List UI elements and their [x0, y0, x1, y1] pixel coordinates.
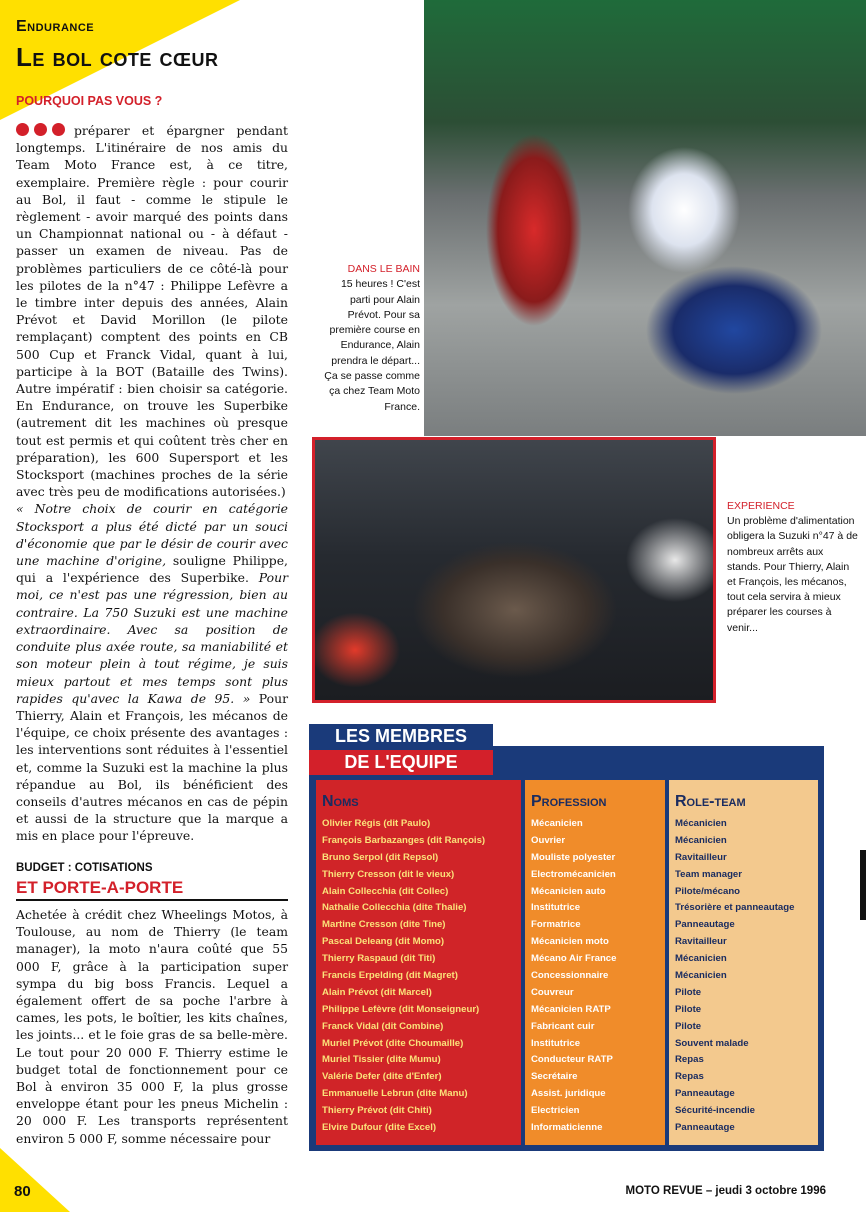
table-cell: Mécanicien moto: [531, 936, 609, 948]
table-cell: Philippe Lefèvre (dit Monseigneur): [322, 1003, 480, 1015]
caption-experience: [727, 499, 859, 636]
table-cell: Francis Erpelding (dit Magret): [322, 970, 458, 982]
table-cell: Mécanicien: [675, 834, 727, 846]
table-cell: Formatrice: [531, 919, 581, 931]
photo-mechanics: [312, 437, 716, 703]
table-cell: Olivier Régis (dit Paulo): [322, 818, 431, 829]
table-cell: Alain Collecchia (dit Collec): [322, 885, 449, 897]
paragraph-3: Achetée à crédit chez Wheelings Motos, à Toulouse, au nom de Thierry (le team manager), la moto n'aura coûté que 55 000 F, grâce à la participation super sympa du big boss Francis. Lequel a également offert de sa poche l'arbre à cames, les pots, le boîtier, les kits chaînes, les joints... et le foie gras de sa belle-mère. Le tout pour 20 000 F. Thierry estime le budget total de fonctionnement pour ce Bol à environ 35 000 F, la plus grosse enveloppe étant pour les pneus Michelin : 20 000 F. Les transports représentent environ 5 000 F, somme nécessaire pour: [16, 907, 288, 1146]
table-cell: Team manager: [675, 868, 743, 880]
table-cell: Conducteur RATP: [531, 1054, 613, 1066]
team-table-title-line2: DE L'EQUIPE: [309, 750, 493, 775]
table-cell: Panneautage: [675, 919, 735, 931]
red-dots-icon: [16, 122, 70, 139]
table-cell: Sécurité-incendie: [675, 1105, 755, 1117]
article-subhead: POURQUOI PAS VOUS ?: [16, 94, 163, 108]
article-title: Le bol cote cœur: [16, 42, 219, 72]
caption-1-text: 15 heures ! C'est parti pour Alain Prévot. Pour sa première course en Endurance, Alain prendra le départ... Ça se passe comme ça chez Team Moto France.: [324, 278, 420, 413]
right-edge-bar: [860, 850, 866, 920]
table-cell: Pilote: [675, 986, 702, 998]
quote-1: « Notre choix de courir en catégorie Stocksport a plus été dicté par un souci d'économie que par le désir de courir avec une machine d'origine,: [16, 501, 288, 569]
budget-rule: [16, 899, 288, 901]
table-cell: Pilote/mécano: [675, 885, 741, 897]
table-cell: Muriel Prévot (dite Choumaille): [322, 1037, 464, 1049]
table-cell: Repas: [675, 1071, 704, 1083]
table-cell: Nathalie Collecchia (dite Thalie): [322, 902, 467, 914]
table-cell: Bruno Serpol (dit Repsol): [322, 851, 439, 863]
table-cell: Concessionnaire: [531, 970, 609, 982]
table-cell: Elvire Dufour (dite Excel): [322, 1122, 437, 1134]
article-body-part1: [16, 122, 288, 845]
paragraph-2: Pour Thierry, Alain et François, les mécanos de l'équipe, ce choix présente des avantages : les interventions sont réduites à l'essentiel et, comme la Suzuki est la machine la plus répandue au Bol, ils bénéficient des conseils d'autres mécanos en cas de pépin et aussi de la structure que la marque a mis en place pour l'épreuve.: [16, 690, 288, 844]
table-cell: Franck Vidal (dit Combine): [322, 1020, 444, 1032]
table-cell: Alain Prévot (dit Marcel): [322, 986, 432, 998]
section-kicker: Endurance: [16, 18, 95, 35]
table-cell: Pascal Deleang (dit Momo): [322, 936, 445, 948]
table-cell: Mécanicien: [675, 953, 727, 965]
table-cell: Panneautage: [675, 1122, 735, 1134]
caption-dans-le-bain: [318, 262, 420, 415]
table-cell: Electromécanicien: [531, 868, 616, 880]
budget-title: ET PORTE-A-PORTE: [16, 878, 184, 897]
table-cell: Emmanuelle Lebrun (dite Manu): [322, 1088, 468, 1100]
table-cell: Pilote: [675, 1003, 702, 1015]
team-column-noms: [316, 780, 521, 1145]
table-cell: Electricien: [531, 1105, 580, 1117]
table-cell: Mécanicien: [675, 970, 727, 982]
page-number-triangle: [0, 1148, 70, 1212]
table-cell: Martine Cresson (dite Tine): [322, 919, 446, 931]
paragraph-1: préparer et épargner pendant longtemps. L'itinéraire de nos amis du Team Moto France est, à ce titre, exemplaire. Première règle : pour courir au Bol, il faut - comme le stipule le règlement - avoir marqué des points dans un Championnat national ou - à défaut - passer un examen de niveau. Pas de problèmes particuliers de ce côté-là pour les pilotes de la n°47 : Philippe Lefèvre a le timbre inter depuis des années, Alain Prévot et David Morillon (le pilote remplaçant) comptent des points en CB 500 Cup et Franck Vidal, quant à lui, participe à la BOT (Bataille des Twins). Autre impératif : bien choisir sa catégorie. En Endurance, on trouve les Superbike (autrement dit les machines où presque tout est permis et qui coûtent très cher en préparation), les 600 Supersport et les Stocksport (machines proches de la série avec très peu de modifications autorisées.) « Notre choix de courir en catégorie Stocksport a plus été dicté par un souci d'économie que par le désir de courir avec une machine d'origine, souligne Philippe, qui a l'expérience des Superbike. Pour moi, ce n'est pas une régression, bien au contraire. La 750 Suzuki est une machine extraordinaire. Avec sa position de conduite plus axée route, sa maniabilité et son moteur plein à tout régime, je suis mieux partout et mes temps sont plus rapides qu'avec la Kawa de 95. » Pour Thierry, Alain et François, les mécanos de l'équipe, ce choix présente des avantages : les interventions sont réduites à l'essentiel et, comme la Suzuki est la machine la plus répandue au Bol, ils bénéficient des conseils d'autres mécanos en cas de pépin et aussi de la structure que la marque a mis en place pour l'épreuve.: [16, 123, 288, 844]
table-cell: Muriel Tissier (dite Mumu): [322, 1054, 441, 1066]
table-cell: Pilote: [675, 1020, 702, 1032]
photo-race-start: [424, 0, 866, 436]
table-cell: Mécanicien RATP: [531, 1003, 611, 1015]
table-cell: Ouvrier: [531, 834, 566, 846]
table-cell: Institutrice: [531, 1037, 581, 1049]
table-cell: Fabricant cuir: [531, 1020, 595, 1032]
article-body-part2: [16, 906, 288, 1147]
table-cell: Mécano Air France: [531, 953, 617, 965]
table-cell: Thierry Raspaud (dit Titi): [322, 953, 436, 965]
table-cell: Panneautage: [675, 1088, 735, 1100]
quote-attribution: souligne Philippe, qui a l'expérience des Superbike.: [16, 553, 288, 586]
column-header-role: Role-team: [675, 793, 746, 810]
table-cell: Souvent malade: [675, 1037, 749, 1049]
table-cell: Ravitailleur: [675, 851, 727, 863]
table-cell: François Barbazanges (dit Rançois): [322, 834, 486, 846]
budget-kicker: BUDGET : COTISATIONS: [16, 862, 153, 874]
caption-2-title: EXPERIENCE: [727, 500, 795, 512]
table-cell: Ravitailleur: [675, 936, 727, 948]
table-cell: Informaticienne: [531, 1122, 603, 1134]
table-cell: Trésorière et panneautage: [675, 902, 795, 914]
caption-1-title: DANS LE BAIN: [347, 263, 420, 275]
table-cell: Valérie Defer (dite d'Enfer): [322, 1071, 442, 1083]
table-cell: Mouliste polyester: [531, 851, 616, 863]
table-cell: Mécanicien: [675, 818, 727, 829]
quote-2: Pour moi, ce n'est pas une régression, bien au contraire. La 750 Suzuki est une machine extraordinaire. Avec sa position de conduite plus axée route, sa maniabilité et son moteur plein à tout régime, je suis mieux partout et mes temps sont plus rapides qu'avec la Kawa de 95. »: [16, 570, 288, 706]
team-column-profession: [525, 780, 665, 1145]
table-cell: Assist. juridique: [531, 1088, 606, 1100]
table-cell: Repas: [675, 1054, 704, 1066]
team-table-title-line1: LES MEMBRES: [309, 724, 493, 749]
column-header-noms: Noms: [322, 793, 359, 810]
table-cell: Institutrice: [531, 902, 581, 914]
table-cell: Mécanicien: [531, 818, 583, 829]
publication-footer: MOTO REVUE – jeudi 3 octobre 1996: [625, 1185, 826, 1197]
team-column-role: [669, 780, 818, 1145]
page-number: 80: [14, 1183, 31, 1200]
table-cell: Thierry Cresson (dit le vieux): [322, 868, 455, 880]
table-cell: Mécanicien auto: [531, 885, 606, 897]
column-header-profession: Profession: [531, 793, 607, 810]
table-cell: Secrétaire: [531, 1071, 578, 1083]
caption-2-text: Un problème d'alimentation obligera la Suzuki n°47 à de nombreux arrêts aux stands. Pour Thierry, Alain et François, les mécanos, tout cela servira à mieux préparer les courses à venir...: [727, 515, 858, 634]
table-cell: Couvreur: [531, 986, 574, 998]
table-cell: Thierry Prévot (dit Chiti): [322, 1105, 432, 1117]
